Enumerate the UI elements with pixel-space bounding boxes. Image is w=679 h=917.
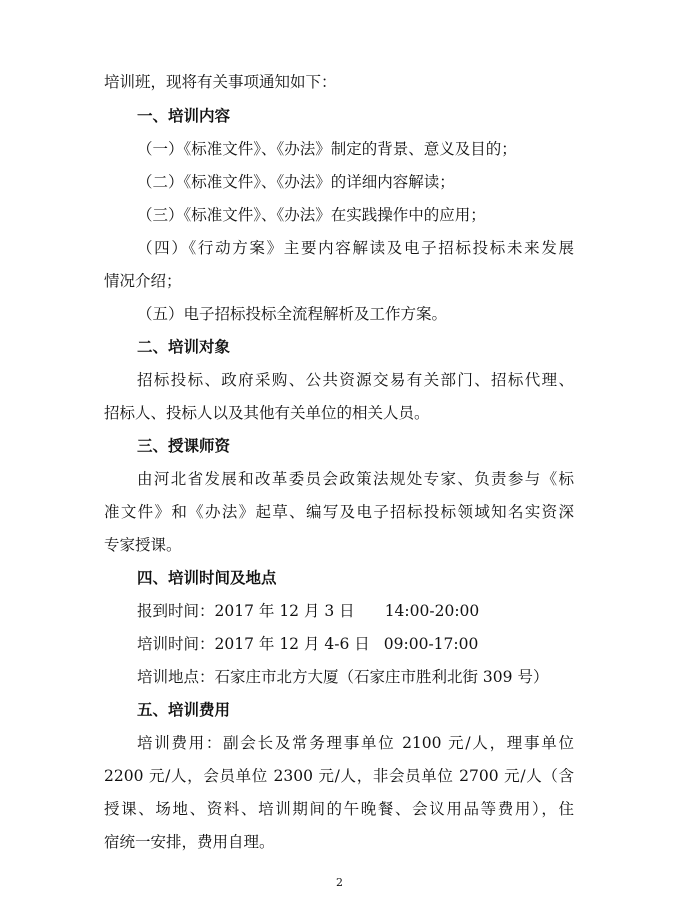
fees-line-1: 培训费用：副会长及常务理事单位 2100 元/人，理事单位 [137, 734, 574, 752]
content-item-1: （一）《标准文件》、《办法》制定的背景、意义及目的； [137, 140, 517, 158]
registration-time: 14:00-20:00 [384, 602, 480, 620]
training-date: 2017 年 12 月 4-6 日 [214, 635, 370, 653]
registration-label: 报到时间： [137, 602, 215, 620]
training-time: 09:00-17:00 [383, 635, 479, 653]
registration-date: 2017 年 12 月 3 日 [214, 602, 355, 620]
section-heading-content: 一、培训内容 [137, 107, 231, 125]
page-number: 2 [336, 876, 343, 889]
audience-line-1: 招标投标、政府采购、公共资源交易有关部门、招标代理、 [137, 371, 574, 389]
fees-line-2: 2200 元/人，会员单位 2300 元/人，非会员单位 2700 元/人（含 [104, 767, 574, 785]
content-item-4-continued: 情况介绍； [104, 272, 182, 290]
faculty-line-2: 准文件》和《办法》起草、编写及电子招标投标领域知名实资深 [104, 503, 574, 521]
content-item-5: （五）电子招标投标全流程解析及工作方案。 [137, 305, 448, 323]
faculty-line-1: 由河北省发展和改革委员会政策法规处专家、负责参与《标 [137, 470, 574, 488]
content-item-4: （四）《行动方案》主要内容解读及电子招标投标未来发展 [137, 239, 574, 257]
content-item-3: （三）《标准文件》、《办法》在实践操作中的应用； [137, 206, 486, 224]
content-item-2: （二）《标准文件》、《办法》的详细内容解读； [137, 173, 455, 191]
audience-line-2: 招标人、投标人以及其他有关单位的相关人员。 [104, 404, 430, 422]
training-time-row [137, 634, 478, 654]
section-heading-audience: 二、培训对象 [137, 338, 231, 356]
faculty-line-3: 专家授课。 [104, 536, 182, 554]
fees-line-4: 宿统一安排，费用自理。 [104, 833, 275, 851]
training-label: 培训时间： [137, 635, 215, 653]
section-heading-fees: 五、培训费用 [137, 701, 231, 719]
section-heading-schedule: 四、培训时间及地点 [137, 569, 277, 587]
registration-time-row [137, 601, 479, 621]
training-location: 培训地点：石家庄市北方大厦（石家庄市胜利北街 309 号） [137, 668, 549, 686]
section-heading-faculty: 三、授课师资 [137, 437, 231, 455]
intro-text: 培训班，现将有关事项通知如下： [104, 73, 337, 91]
fees-line-3: 授课、场地、资料、培训期间的午晚餐、会议用品等费用），住 [104, 800, 574, 818]
